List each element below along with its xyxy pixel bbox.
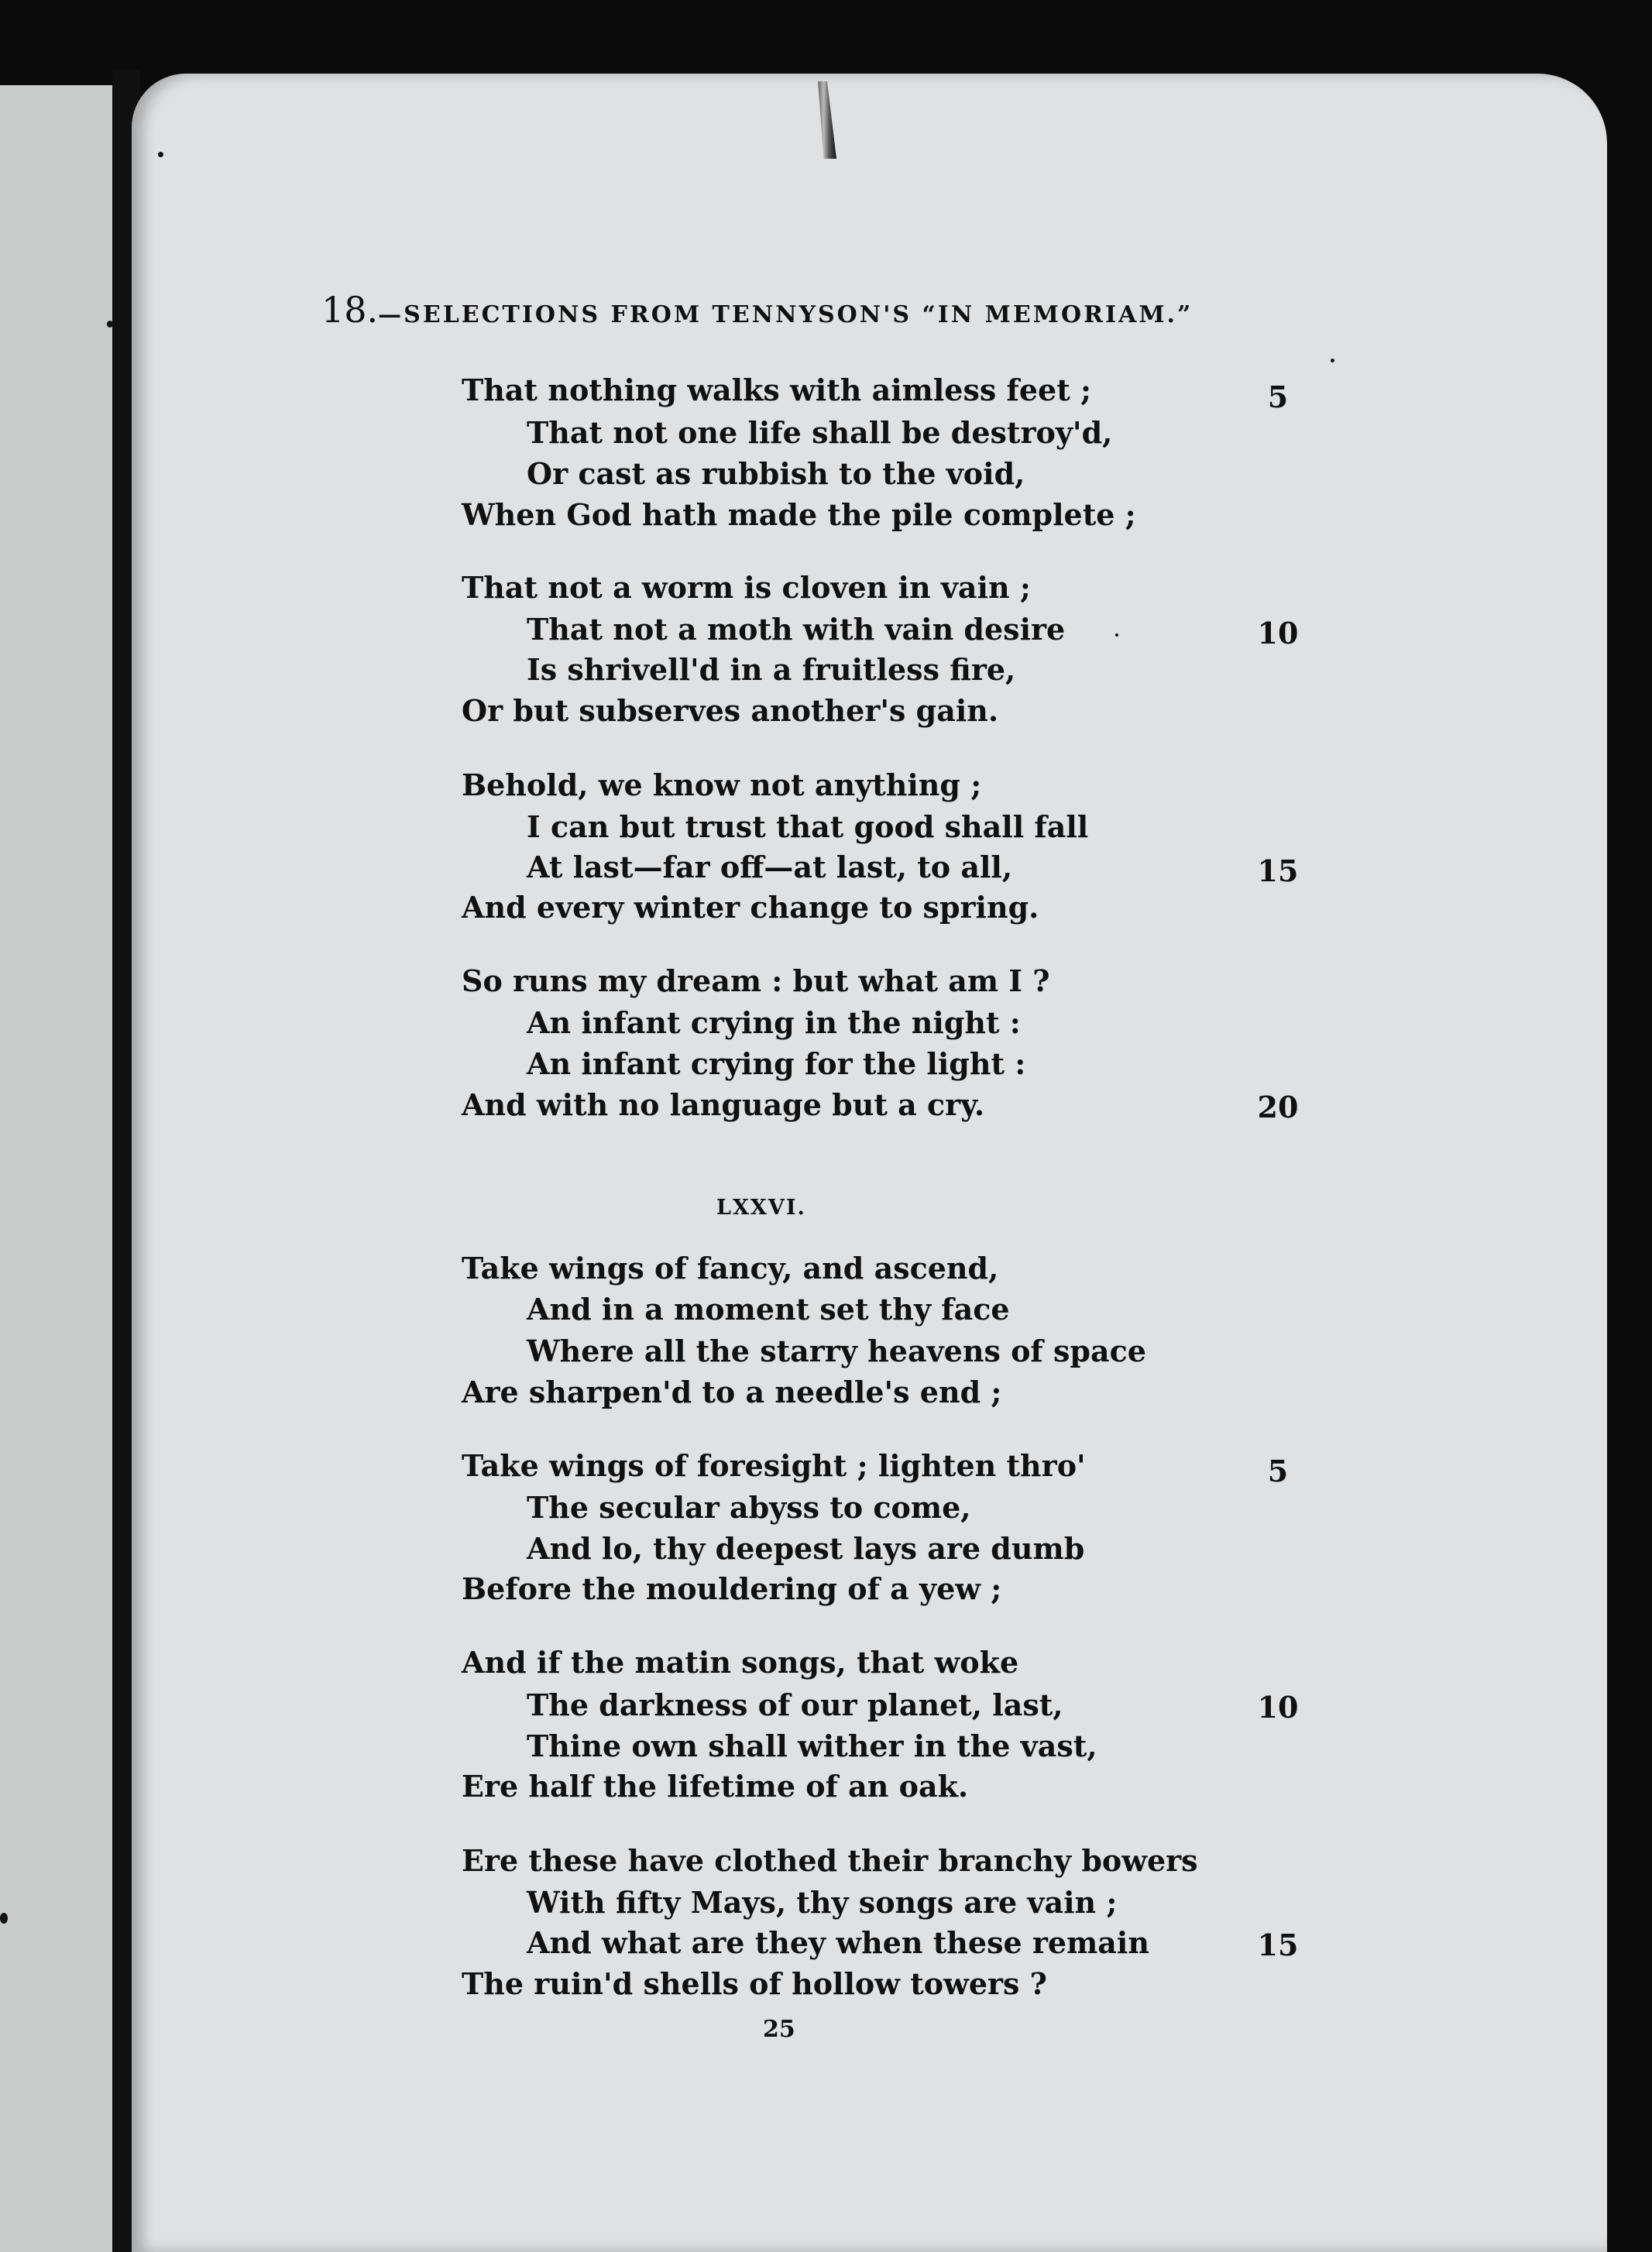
verse-line: Are sharpen'd to a needle's end ; <box>462 1375 1002 1409</box>
verse-line: So runs my dream : but what am I ? <box>462 963 1050 998</box>
line-number: 20 <box>1257 1090 1299 1124</box>
verse-line: Take wings of fancy, and ascend, <box>462 1251 999 1286</box>
scan-speck <box>1331 359 1334 362</box>
line-number: 15 <box>1257 1928 1299 1962</box>
verse-line: When God hath made the pile complete ; <box>462 497 1136 532</box>
verse-line: Is shrivell'd in a fruitless fire, <box>527 652 1016 687</box>
line-number: 5 <box>1267 1454 1289 1488</box>
verse-line: And in a moment set thy face <box>527 1292 1010 1327</box>
line-number: 10 <box>1257 1690 1299 1725</box>
verse-line: An infant crying for the light : <box>527 1046 1026 1081</box>
verse-line: And if the matin songs, that woke <box>462 1645 1019 1680</box>
verse-line: Where all the starry heavens of space <box>527 1334 1146 1368</box>
verse-line: And lo, thy deepest lays are dumb <box>527 1531 1085 1566</box>
scan-speck <box>107 321 113 328</box>
verse-line: That not a worm is cloven in vain ; <box>462 570 1031 605</box>
verse-line: An infant crying in the night : <box>527 1005 1021 1040</box>
line-number: 5 <box>1267 379 1289 414</box>
page-fold-mark <box>813 81 836 159</box>
verse-line: Or but subserves another's gain. <box>462 693 999 728</box>
header-number: 18. <box>321 289 379 331</box>
verse-line: Behold, we know not anything ; <box>462 767 982 802</box>
verse-line: With fifty Mays, thy songs are vain ; <box>527 1885 1118 1920</box>
verse-line: That not one life shall be destroy'd, <box>527 415 1113 450</box>
verse-line: And with no language but a cry. <box>462 1087 985 1122</box>
header-title: —SELECTIONS FROM TENNYSON'S “IN MEMORIAM.” <box>378 301 1193 328</box>
verse-line: The secular abyss to come, <box>527 1490 971 1525</box>
verse-line: That not a moth with vain desire <box>527 612 1066 647</box>
verse-line: Ere these have clothed their branchy bowers <box>462 1843 1198 1878</box>
verse-line: At last—far off—at last, to all, <box>527 850 1013 884</box>
verse-line: And every winter change to spring. <box>462 890 1039 925</box>
verse-line: Thine own shall wither in the vast, <box>527 1728 1097 1763</box>
line-number: 15 <box>1257 853 1299 888</box>
verse-line: I can but trust that good shall fall <box>527 809 1089 844</box>
scan-speck <box>158 152 163 157</box>
page-number: 25 <box>763 2016 795 2043</box>
verse-line: And what are they when these remain <box>527 1925 1149 1960</box>
facing-page-edge <box>0 85 120 2252</box>
line-number: 10 <box>1257 616 1299 651</box>
scan-speck <box>1115 633 1118 637</box>
verse-line: The ruin'd shells of hollow towers ? <box>462 1966 1047 2001</box>
verse-line: Or cast as rubbish to the void, <box>527 456 1025 491</box>
verse-line: Take wings of foresight ; lighten thro' <box>462 1448 1086 1483</box>
verse-line: Ere half the lifetime of an oak. <box>462 1769 969 1804</box>
scan-speck <box>0 1913 8 1924</box>
section-header <box>321 289 1193 331</box>
verse-line: The darkness of our planet, last, <box>527 1687 1063 1722</box>
verse-line: That nothing walks with aimless feet ; <box>462 372 1092 407</box>
section-heading: LXXVI. <box>716 1196 806 1220</box>
verse-line: Before the mouldering of a yew ; <box>462 1571 1002 1606</box>
